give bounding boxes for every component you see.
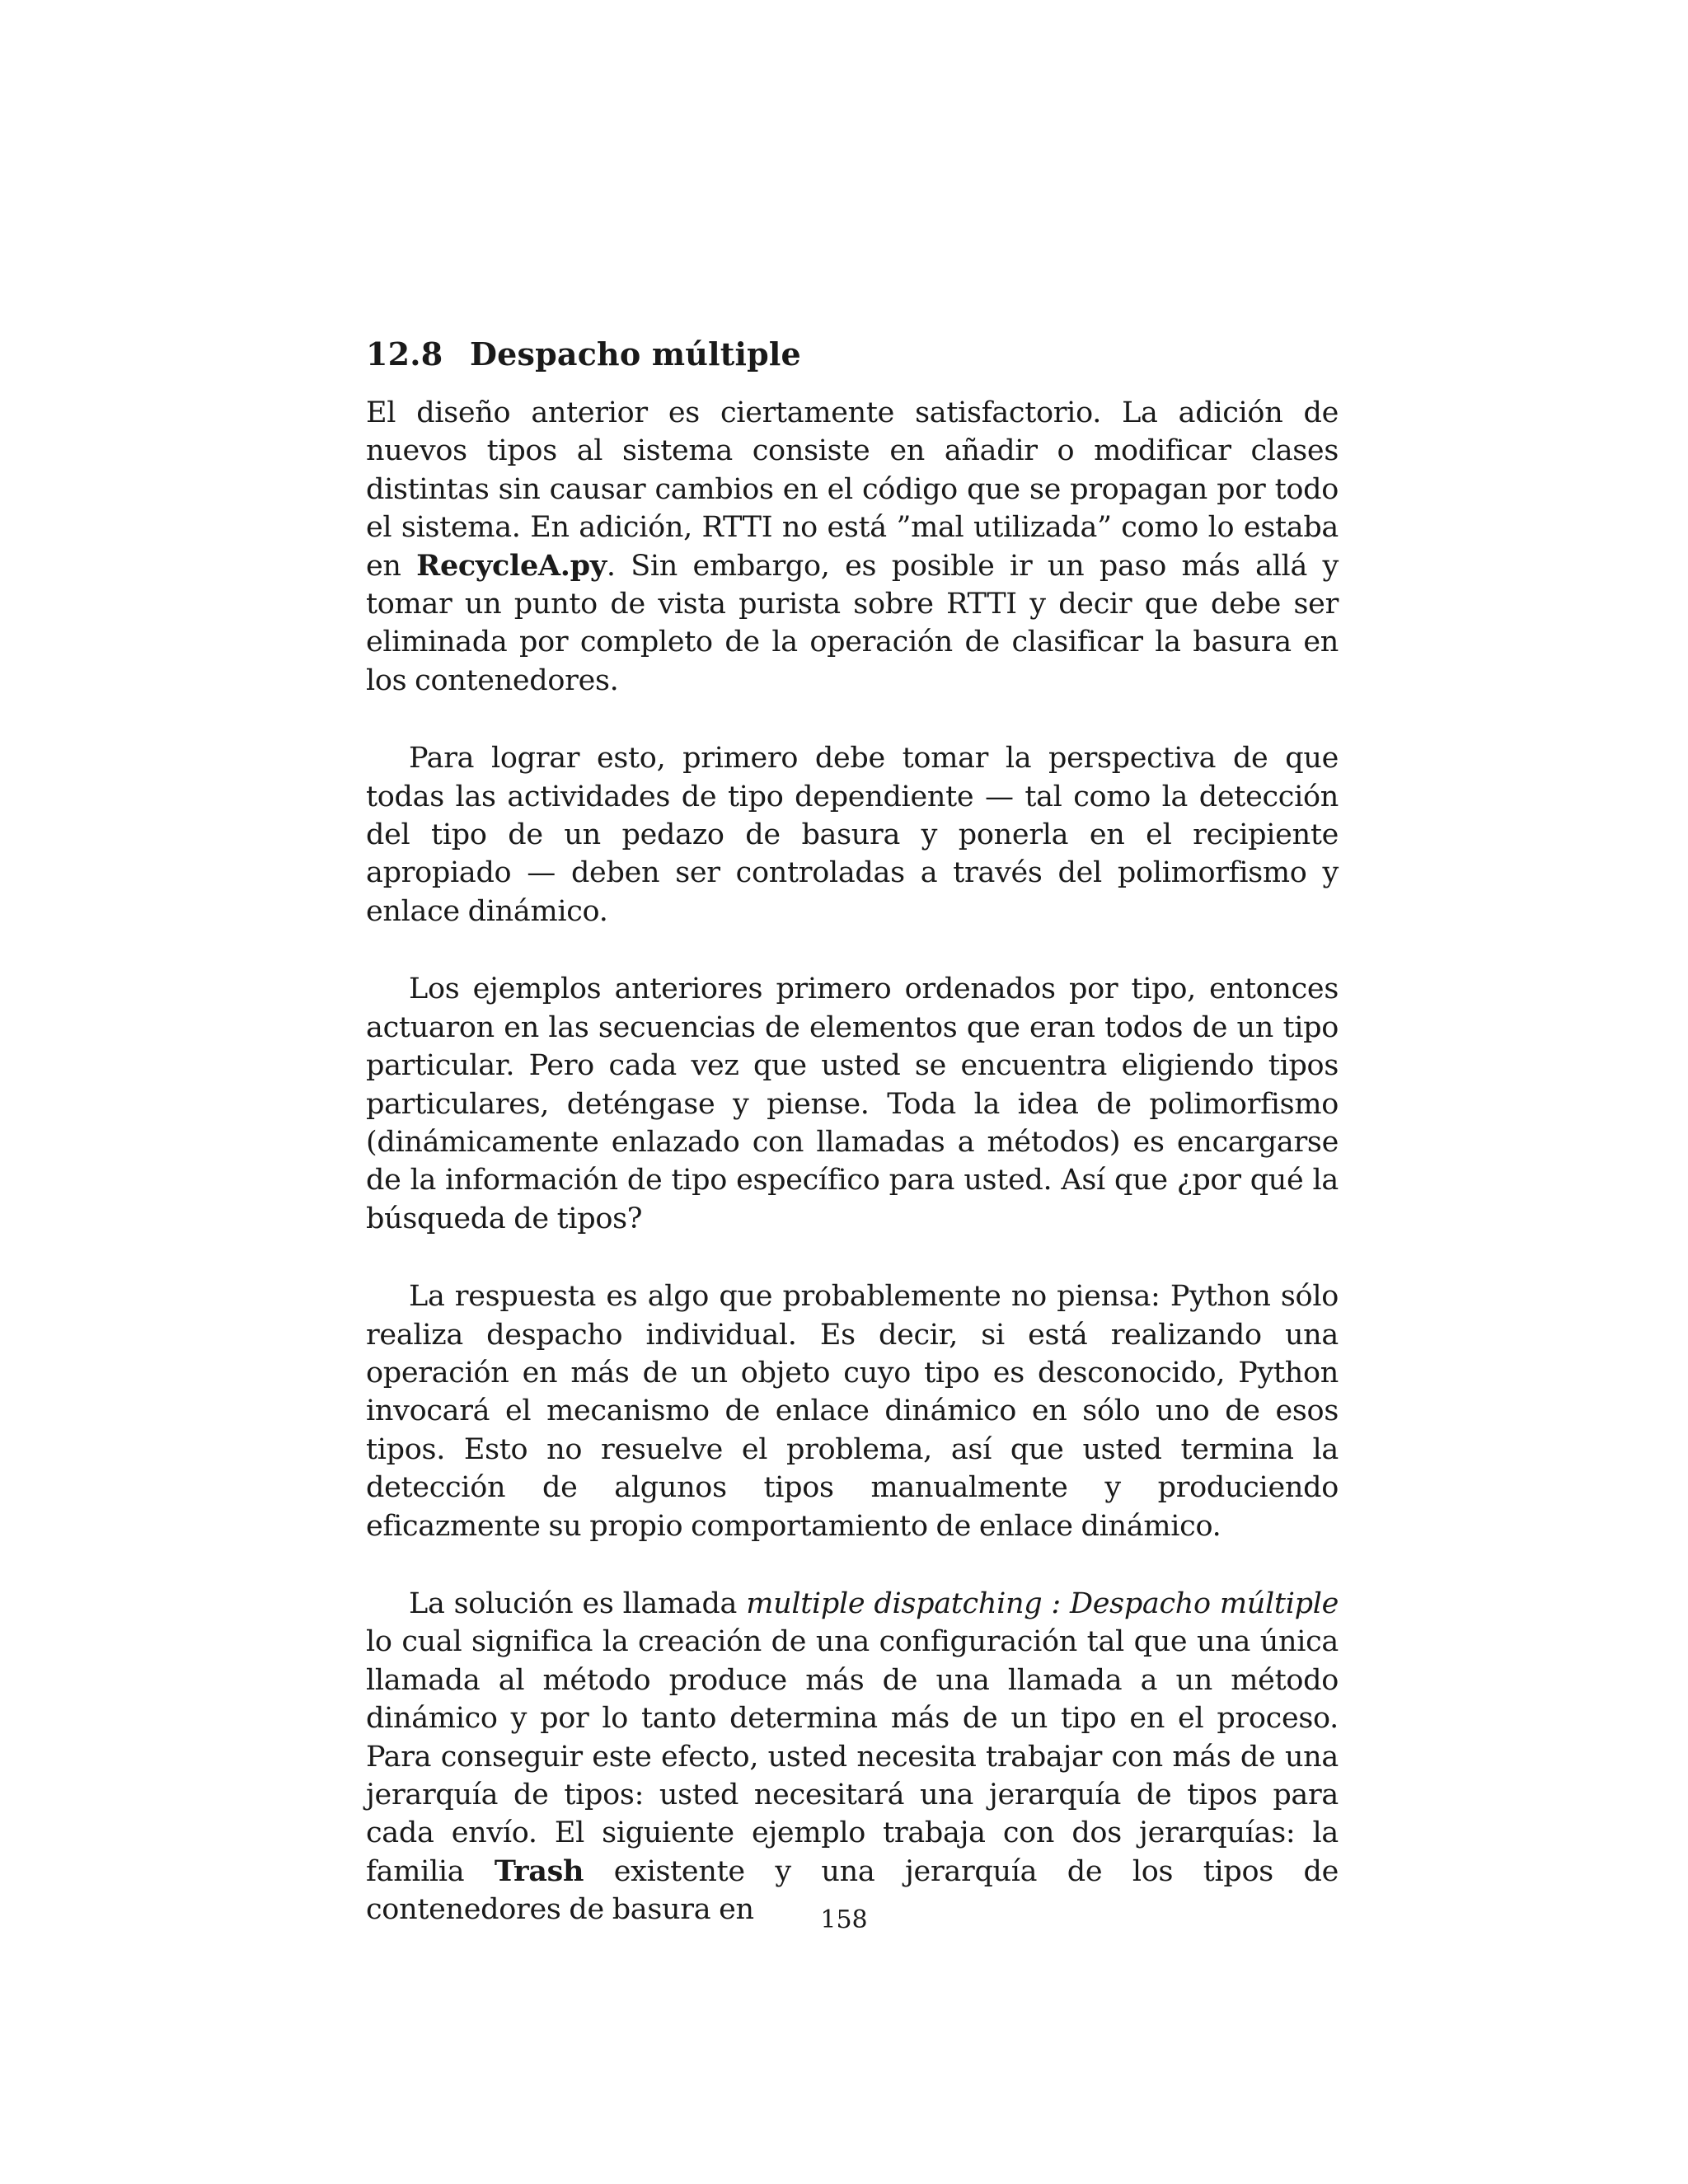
paragraph-1: [366, 394, 1339, 700]
paragraph-1-text-a: El diseño anterior es ciertamente satisfactorio. La adición de nuevos tipos al sistema consiste en añadir o modificar clases distintas sin causar cambios en el código que se propagan por todo el sistema. En adición, RTTI no está ”mal utilizada” como lo estaba en: [366, 396, 1339, 583]
section-heading: [366, 330, 1339, 379]
page-body: [366, 330, 1339, 1969]
paragraph-5-text-c: existente y una jerarquía de los tipos de contenedores de basura en: [366, 1854, 1339, 1927]
page-number: 158: [820, 1905, 868, 1934]
paragraph-5-bold-class: Trash: [494, 1854, 584, 1888]
section-title: Despacho múltiple: [470, 335, 801, 373]
paragraph-3: Los ejemplos anteriores primero ordenados por tipo, entonces actuaron en las secuencias de elementos que eran todos de un tipo particular. Pero cada vez que usted se encuentra eligiendo tipos particulares, deténgase y piense. Toda la idea de polimorfismo (dinámicamente enlazado con llamadas a métodos) es encargarse de la información de tipo específico para usted. Así que ¿por qué la búsqueda de tipos?: [366, 972, 1339, 1235]
paragraph-5-italic-term: multiple dispatching : Despacho múltiple: [746, 1586, 1339, 1620]
paragraph-1-bold-filename: RecycleA.py: [416, 548, 607, 583]
section-number: 12.8: [366, 335, 443, 373]
paragraph-5-text-a: La solución es llamada: [409, 1586, 747, 1620]
paragraph-1-text-b: . Sin embargo, es posible ir un paso más allá y tomar un punto de vista purista sobre RTTI y decir que debe ser eliminada por completo de la operación de clasificar la basura en los contenedores.: [366, 549, 1339, 697]
paragraph-5-text-b: lo cual significa la creación de una configuración tal que una única llamada al método produce más de una llamada a un método dinámico y por lo tanto determina más de un tipo en el proceso. Para conseguir este efecto, usted necesita trabajar con más de una jerarquía de tipos: usted necesitará una jerarquía de tipos para cada envío. El siguiente ejemplo trabaja con dos jerarquías: la familia: [366, 1625, 1339, 1888]
paragraph-2: Para lograr esto, primero debe tomar la perspectiva de que todas las actividades de tipo dependiente — tal como la detección del tipo de un pedazo de basura y ponerla en el recipiente apropiado — deben ser controladas a través del polimorfismo y enlace dinámico.: [366, 742, 1339, 928]
paragraph-4: La respuesta es algo que probablemente no piensa: Python sólo realiza despacho individual. Es decir, si está realizando una operación en más de un objeto cuyo tipo es desconocido, Python invocará el mecanismo de enlace dinámico en sólo uno de esos tipos. Esto no resuelve el problema, así que usted termina la detección de algunos tipos manualmente y produciendo eficazmente su propio comportamiento de enlace dinámico.: [366, 1280, 1339, 1543]
paragraph-5: [366, 1585, 1339, 1929]
